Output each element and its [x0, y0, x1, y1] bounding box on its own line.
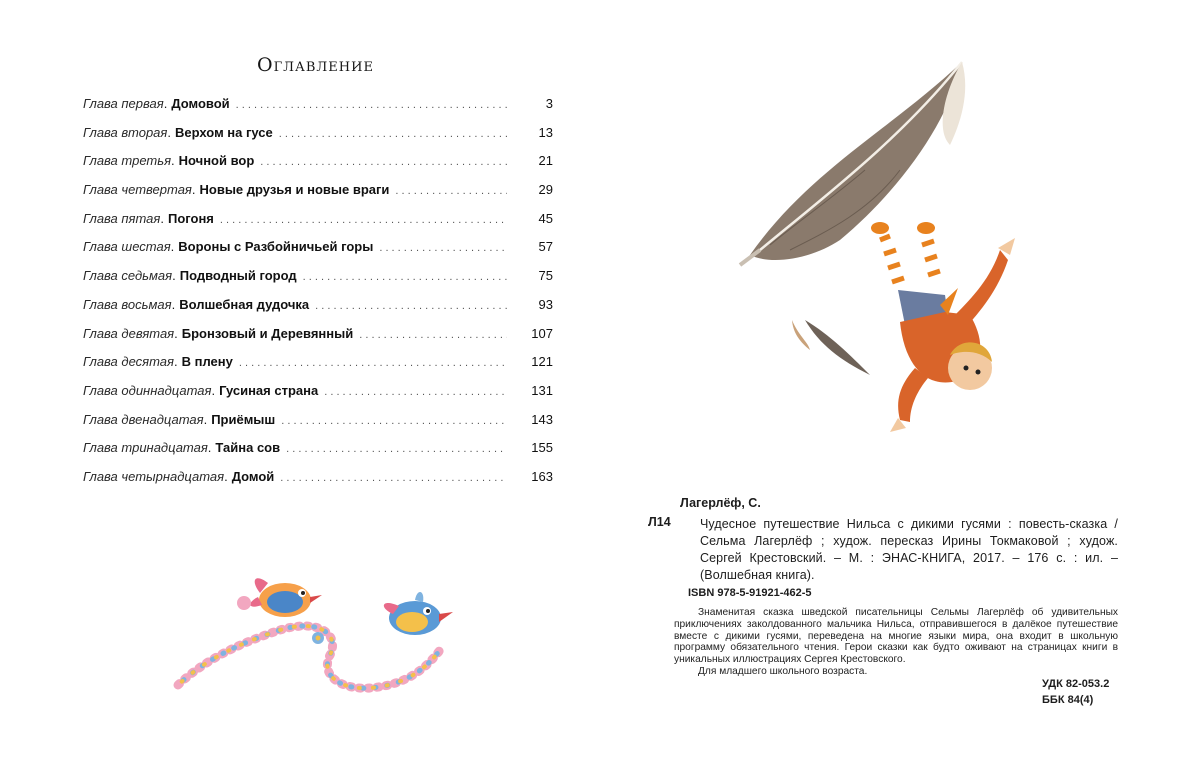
toc-title: Оглавление	[257, 54, 374, 76]
chapter-title: Бронзовый и Деревянный	[181, 325, 354, 341]
page-number: 57	[538, 239, 553, 255]
chapter-number: Глава одиннадцатая	[83, 382, 212, 398]
toc-entry	[83, 268, 553, 297]
chapter-number: Глава шестая	[83, 239, 171, 255]
bbk-code: ББК 84(4)	[1042, 694, 1094, 706]
bird-left	[237, 578, 322, 617]
flower-birds-illustration	[170, 560, 470, 705]
chapter-title: Гусиная страна	[219, 382, 319, 398]
toc-entry	[83, 383, 553, 412]
page-number: 21	[538, 153, 553, 169]
chapter-number: Глава седьмая	[83, 268, 173, 284]
chapter-number: Глава четырнадцатая	[83, 468, 225, 484]
dot-leader	[236, 99, 507, 111]
chapter-separator: .	[203, 411, 208, 427]
toc-entry	[83, 469, 553, 498]
flower-cluster	[312, 632, 324, 644]
dot-leader	[303, 271, 507, 283]
dot-leader	[359, 329, 507, 341]
toc-entry	[83, 211, 553, 240]
chapter-title: Подводный город	[179, 268, 297, 284]
chapter-number: Глава третья	[83, 153, 172, 169]
page-number: 29	[538, 182, 553, 198]
flower-garland	[178, 626, 440, 688]
chapter-separator: .	[170, 239, 175, 255]
chapter-title: Вороны с Разбойничьей горы	[178, 239, 374, 255]
dot-leader	[279, 128, 507, 140]
nils-feather-illustration	[730, 50, 1040, 440]
chapter-number: Глава вторая	[83, 124, 168, 140]
chapter-number: Глава тринадцатая	[83, 440, 208, 456]
bird-right	[384, 592, 453, 635]
page-number: 45	[538, 210, 553, 226]
toc-entry	[83, 239, 553, 268]
chapter-title: Приёмыш	[211, 411, 276, 427]
page-number: 155	[531, 440, 553, 456]
toc-entry	[83, 182, 553, 211]
chapter-number: Глава пятая	[83, 210, 161, 226]
chapter-number: Глава девятая	[83, 325, 175, 341]
nils-boy	[871, 222, 1015, 432]
age-rating: Для младшего школьного возраста.	[698, 666, 868, 677]
chapter-separator: .	[211, 382, 216, 398]
dot-leader	[315, 300, 507, 312]
toc-entry	[83, 125, 553, 154]
dot-leader	[281, 415, 507, 427]
feather-small-1	[805, 320, 870, 375]
toc-entry	[83, 354, 553, 383]
chapter-title: Верхом на гусе	[175, 124, 273, 140]
chapter-title: Волшебная дудочка	[179, 296, 310, 312]
toc-entry	[83, 412, 553, 441]
chapter-separator: .	[171, 153, 175, 169]
chapter-separator: .	[173, 354, 178, 370]
toc-entry	[83, 153, 553, 182]
chapter-separator: .	[207, 440, 212, 456]
page-number: 107	[531, 325, 553, 341]
chapter-separator: .	[174, 325, 178, 341]
page-number: 163	[531, 468, 553, 484]
toc-entry	[83, 326, 553, 355]
dot-leader	[286, 443, 507, 455]
chapter-title: Домой	[231, 468, 275, 484]
author-mark: Л14	[648, 515, 671, 529]
author-name: Лагерлёф, С.	[680, 496, 761, 510]
chapter-title: Погоня	[167, 210, 214, 226]
chapter-title: Тайна сов	[215, 440, 281, 456]
page-number: 143	[531, 411, 553, 427]
dot-leader	[260, 156, 507, 168]
isbn: ISBN 978-5-91921-462-5	[688, 587, 812, 599]
chapter-separator: .	[191, 182, 196, 198]
chapter-separator: .	[163, 96, 168, 111]
chapter-number: Глава восьмая	[83, 296, 172, 312]
chapter-separator: .	[171, 296, 176, 312]
toc-entry	[83, 440, 553, 469]
chapter-separator: .	[224, 468, 228, 484]
dot-leader	[220, 214, 507, 226]
chapter-number: Глава десятая	[83, 354, 174, 370]
dot-leader	[280, 472, 507, 484]
chapter-separator: .	[167, 124, 171, 140]
feather-small-2	[792, 320, 810, 350]
table-of-contents	[83, 96, 553, 498]
chapter-number: Глава первая	[83, 96, 164, 111]
chapter-separator: .	[172, 268, 176, 284]
chapter-number: Глава двенадцатая	[83, 411, 204, 427]
page-number: 121	[531, 354, 553, 370]
dot-leader	[239, 357, 507, 369]
annotation: Знаменитая сказка шведской писательницы Сельмы Лагерлёф об удивительных приключениях заколдованного мальчика Нильса, отправившегося в далёкое путешествие вместе с дикими гусями, переведена на многие языки мира, она входит в школьную программу обязательного чтения. Герои сказки как будто оживают на страницах книги в уникальных иллюстрациях Сергея Крестовского.	[674, 607, 1118, 666]
dot-leader	[395, 185, 507, 197]
chapter-title: Домовой	[171, 96, 230, 111]
dot-leader	[379, 242, 507, 254]
chapter-title: В плену	[181, 354, 233, 370]
toc-entry	[83, 297, 553, 326]
page-number: 3	[545, 96, 553, 111]
page-number: 13	[538, 124, 553, 140]
page-number: 75	[538, 268, 553, 284]
book-description: Чудесное путешествие Нильса с дикими гусями : повесть-сказка / Сельма Лагерлёф ; худож. пересказ Ирины Токмаковой ; худож. Сергей Крестовский. – М. : ЭНАС-КНИГА, 2017. – 176 с. : ил. – (Волшебная книга).	[700, 517, 1118, 582]
page-number: 93	[538, 296, 553, 312]
chapter-title: Новые друзья и новые враги	[199, 182, 390, 198]
page-number: 131	[531, 382, 553, 398]
chapter-title: Ночной вор	[178, 153, 255, 169]
chapter-number: Глава четвертая	[83, 182, 192, 198]
toc-entry	[83, 96, 553, 125]
dot-leader	[324, 386, 507, 398]
udk-code: УДК 82-053.2	[1042, 678, 1110, 690]
chapter-separator: .	[160, 210, 164, 226]
